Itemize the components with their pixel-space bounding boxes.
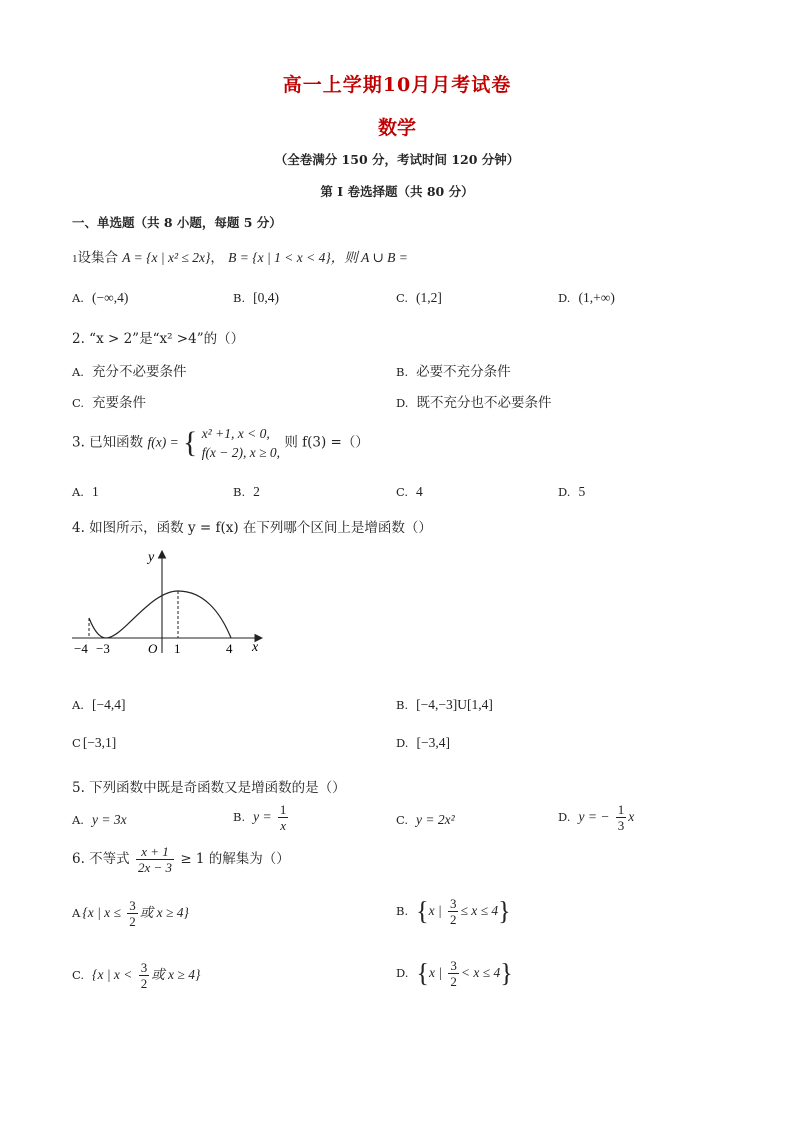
q1-option-b[interactable]: B. [0,4): [233, 290, 279, 305]
q4-option-b[interactable]: B. [−4,−3]U[1,4]: [396, 697, 493, 712]
function-graph: [68, 545, 268, 660]
fraction: $\frac{3}{2}$: [449, 896, 457, 927]
q6-option-a[interactable]: A {x | x ≤ $\frac{3}{2}$ 或 x ≥ 4}: [72, 898, 189, 929]
function-name: f(x) =: [147, 434, 179, 450]
q6-option-d[interactable]: D. {x | $\frac{3}{2}$ < x ≤ 4}: [396, 958, 513, 989]
function-curve: [89, 591, 231, 638]
piecewise-cases: x² +1, x < 0, f(x − 2), x ≥ 0,: [201, 426, 281, 460]
q3-option-d[interactable]: D. 5: [558, 484, 586, 499]
fraction: $\frac{x + 1}{2x - 3}$: [137, 844, 173, 875]
q5-option-d[interactable]: D. y = − $\frac{1}{3}$ x: [558, 802, 635, 833]
q1-option-d[interactable]: D. (1,+∞): [558, 290, 615, 305]
y-axis-label: y: [148, 550, 155, 565]
q2-option-d[interactable]: D. 既不充分也不必要条件: [396, 395, 552, 411]
question-4: 4. 如图所示，函数 y = f(x) 在下列哪个区间上是增函数（）: [72, 520, 432, 536]
set-b: B = {x | 1 < x < 4}: [228, 250, 331, 265]
fraction: $\frac{1}{x}$: [279, 802, 287, 833]
q5-option-c[interactable]: C. y = 2x²: [396, 812, 455, 827]
fraction: $\frac{3}{2}$: [129, 898, 136, 929]
tick-label: 1: [174, 641, 181, 656]
question-6: 6. 不等式 $\frac{x + 1}{2x - 3}$ ≥ 1 的解集为（）: [72, 844, 290, 875]
q2-option-a[interactable]: A. 充分不必要条件: [72, 364, 187, 380]
question-3: 3. 已知函数 f(x) = { x² +1, x < 0, f(x − 2), x ≥ 0, 则 f(3) =（）: [72, 426, 369, 460]
q4-option-a[interactable]: A. [−4,4]: [72, 697, 126, 712]
q6-option-b[interactable]: B. {x | $\frac{3}{2}$ ≤ x ≤ 4}: [396, 896, 511, 927]
fraction: $\frac{3}{2}$: [450, 958, 457, 989]
q3-option-b[interactable]: B. 2: [233, 484, 260, 499]
set-a: A = {x | x² ≤ 2x}: [122, 250, 211, 265]
q3-option-c[interactable]: C. 4: [396, 484, 423, 499]
exam-title: 高一上学期10月月考试卷: [282, 74, 512, 96]
q6-option-c[interactable]: C. {x | x < $\frac{3}{2}$ 或 x ≥ 4}: [72, 960, 201, 991]
q2-option-b[interactable]: B. 必要不充分条件: [396, 364, 511, 380]
question-2: 2. “x > 2”是“x² >4”的（）: [72, 331, 245, 347]
tick-label: −3: [96, 641, 110, 656]
exam-note: （全卷满分 150 分，考试时间 120 分钟）: [274, 152, 520, 167]
question-1: 1设集合 A = {x | x² ≤ 2x}， B = {x | 1 < x < 4}，则 A ∪ B =: [72, 250, 408, 266]
q3-option-a[interactable]: A. 1: [72, 484, 99, 499]
q2-option-c[interactable]: C. 充要条件: [72, 395, 147, 411]
q4-option-c[interactable]: C [−3,1]: [72, 735, 117, 750]
part-heading: 第 I 卷选择题（共 80 分）: [320, 184, 474, 199]
piecewise-brace: {: [182, 426, 198, 459]
question-5: 5. 下列函数中既是奇函数又是增函数的是（）: [72, 780, 346, 796]
tick-label: 4: [226, 641, 233, 656]
fraction: $\frac{1}{3}$: [617, 802, 625, 833]
q5-option-b[interactable]: B. y = $\frac{1}{x}$: [233, 802, 287, 833]
q5-option-a[interactable]: A. y = 3x: [72, 812, 127, 827]
tick-label: −4: [74, 641, 88, 656]
fraction: $\frac{3}{2}$: [140, 960, 148, 991]
x-axis-label: x: [252, 640, 259, 655]
q1-option-c[interactable]: C. (1,2]: [396, 290, 442, 305]
q4-option-d[interactable]: D. [−3,4]: [396, 735, 450, 750]
q1-option-a[interactable]: A. (−∞,4): [72, 290, 129, 305]
exam-subject: 数学: [377, 117, 416, 139]
section-heading: 一、单选题（共 8 小题，每题 5 分）: [72, 215, 282, 230]
origin-label: O: [148, 641, 158, 656]
